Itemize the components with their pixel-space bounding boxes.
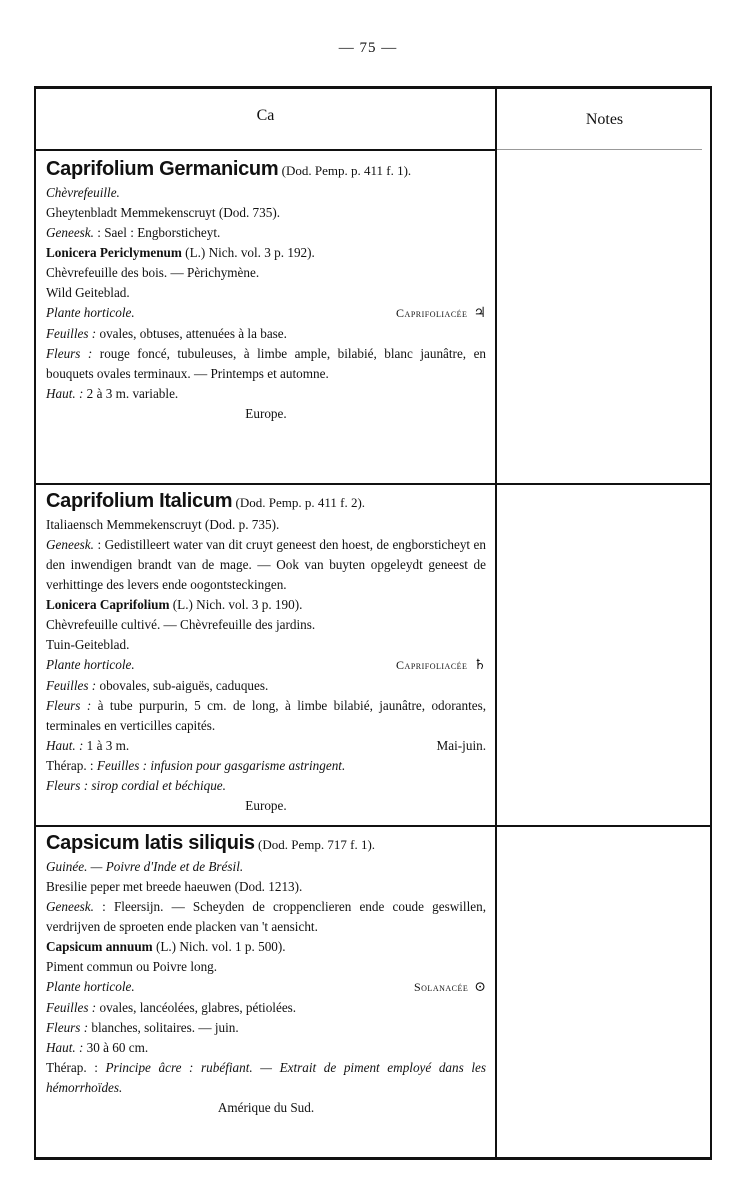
french-names: Chèvrefeuille cultivé. — Chèvrefeuille des jardins. bbox=[46, 617, 316, 632]
entry-caprifolium-italicum bbox=[46, 487, 486, 816]
entry-ref: (Dod. Pemp. 717 f. 1). bbox=[258, 837, 376, 852]
therap-text-2: Fleurs : sirop cordial et béchique. bbox=[46, 778, 226, 793]
therap-text: Feuilles : infusion pour gasgarisme astringent. bbox=[96, 758, 346, 773]
feuilles-text: obovales, sub-aiguës, caduques. bbox=[99, 678, 269, 693]
plante-label: Plante horticole. bbox=[46, 657, 135, 672]
fleurs-text: blanches, solitaires. — juin. bbox=[91, 1020, 239, 1035]
haut-label: Haut. : bbox=[46, 1040, 84, 1055]
notes-separator bbox=[497, 483, 712, 485]
entry-name: Capsicum latis siliquis bbox=[46, 832, 255, 854]
perennial-symbol-icon: ♃ bbox=[473, 306, 486, 321]
geneesk-text: : Fleersijn. — Scheyden de croppenclieren ende coude geswillen, verdrijven de sproeten ende placken van 't aensicht. bbox=[46, 899, 486, 934]
family-name: Solanacée bbox=[413, 980, 469, 994]
geneesk-label: Geneesk. bbox=[46, 225, 94, 240]
therap-label: Thérap. : bbox=[46, 1060, 98, 1075]
plante-label: Plante horticole. bbox=[46, 305, 135, 320]
linnaean-ref: (L.) Nich. vol. 3 p. 190). bbox=[172, 597, 303, 612]
geneesk-label: Geneesk. bbox=[46, 899, 94, 914]
origin: Europe. bbox=[245, 798, 287, 813]
feuilles-label: Feuilles : bbox=[46, 326, 97, 341]
dutch-name: Italiaensch Memmekenscruyt (Dod. p. 735). bbox=[46, 517, 280, 532]
entry-separator bbox=[36, 825, 495, 827]
vernacular-name: Guinée. — Poivre d'Inde et de Brésil. bbox=[46, 859, 244, 874]
therap-text: Principe âcre : rubéfiant. — Extrait de piment employé dans les hémorrhoïdes. bbox=[46, 1060, 486, 1095]
dutch-common-name: Tuin-Geiteblad. bbox=[46, 637, 130, 652]
entry-name: Caprifolium Germanicum bbox=[46, 158, 279, 180]
geneesk-text: : Gedistilleert water van dit cruyt geneest den hoest, de engborsticheyt en den inwendigen brandt van de mage. — Ook van buyten opgeleydt geneest de verhittinge des levers ende oogontsteckingen. bbox=[46, 537, 486, 592]
herbal-table bbox=[34, 86, 712, 1160]
entry-separator bbox=[36, 483, 495, 485]
geneesk-text: : Sael : Engborsticheyt. bbox=[97, 225, 221, 240]
dutch-name: Bresilie peper met breede haeuwen (Dod. 1213). bbox=[46, 879, 303, 894]
entry-name: Caprifolium Italicum bbox=[46, 490, 233, 512]
english-name: Wild Geiteblad. bbox=[46, 285, 130, 300]
vernacular-name: Chèvrefeuille. bbox=[46, 185, 120, 200]
entry-caprifolium-germanicum bbox=[46, 155, 486, 424]
linnaean-name: Lonicera Caprifolium bbox=[46, 597, 170, 612]
notes-separator bbox=[497, 825, 712, 827]
haut-text: 30 à 60 cm. bbox=[86, 1040, 149, 1055]
shrub-symbol-icon: ♄ bbox=[473, 658, 486, 673]
fleurs-label: Fleurs : bbox=[46, 1020, 89, 1035]
origin: Europe. bbox=[245, 406, 287, 421]
linnaean-ref: (L.) Nich. vol. 3 p. 192). bbox=[185, 245, 315, 260]
family-name: Caprifoliacée bbox=[396, 306, 468, 320]
header-ca: Ca bbox=[256, 107, 275, 124]
annual-symbol-icon: ⊙ bbox=[474, 980, 486, 995]
dutch-name: Gheytenbladt Memmekenscruyt (Dod. 735). bbox=[46, 205, 281, 220]
feuilles-label: Feuilles : bbox=[46, 678, 97, 693]
french-names: Piment commun ou Poivre long. bbox=[46, 959, 218, 974]
season: Mai-juin. bbox=[436, 738, 486, 753]
french-names: Chèvrefeuille des bois. — Pèrichymène. bbox=[46, 265, 260, 280]
haut-label: Haut. : bbox=[46, 386, 84, 401]
feuilles-label: Feuilles : bbox=[46, 1000, 97, 1015]
haut-text: 1 à 3 m. bbox=[86, 738, 130, 753]
haut-text: 2 à 3 m. variable. bbox=[86, 386, 179, 401]
header-rule bbox=[36, 149, 495, 151]
entry-ref: (Dod. Pemp. p. 411 f. 2). bbox=[235, 495, 366, 510]
entry-capsicum-latis-siliquis bbox=[46, 829, 486, 1118]
fleurs-label: Fleurs : bbox=[46, 346, 93, 361]
feuilles-text: ovales, lancéolées, glabres, pétiolées. bbox=[99, 1000, 297, 1015]
fleurs-label: Fleurs : bbox=[46, 698, 92, 713]
linnaean-ref: (L.) Nich. vol. 1 p. 500). bbox=[155, 939, 286, 954]
header-notes: Notes bbox=[585, 111, 624, 128]
family-name: Caprifoliacée bbox=[396, 658, 468, 672]
origin: Amérique du Sud. bbox=[217, 1100, 315, 1115]
feuilles-text: ovales, obtuses, attenuées à la base. bbox=[99, 326, 287, 341]
fleurs-text: rouge foncé, tubuleuses, à limbe ample, bilabié, blanc jaunâtre, en bouquets ovales terminaux. — Printemps et automne. bbox=[46, 346, 487, 381]
plante-label: Plante horticole. bbox=[46, 979, 135, 994]
entry-ref: (Dod. Pemp. p. 411 f. 1). bbox=[281, 163, 412, 178]
notes-header-rule bbox=[497, 149, 702, 150]
therap-label: Thérap. : bbox=[46, 758, 94, 773]
page-number: — 75 — bbox=[338, 40, 398, 56]
column-divider bbox=[495, 89, 497, 1157]
geneesk-label: Geneesk. bbox=[46, 537, 94, 552]
fleurs-text: à tube purpurin, 5 cm. de long, à limbe bilabié, jaunâtre, odorantes, terminales en verticilles capités. bbox=[46, 698, 487, 733]
haut-label: Haut. : bbox=[46, 738, 84, 753]
linnaean-name: Lonicera Periclymenum bbox=[46, 245, 182, 260]
linnaean-name: Capsicum annuum bbox=[46, 939, 153, 954]
